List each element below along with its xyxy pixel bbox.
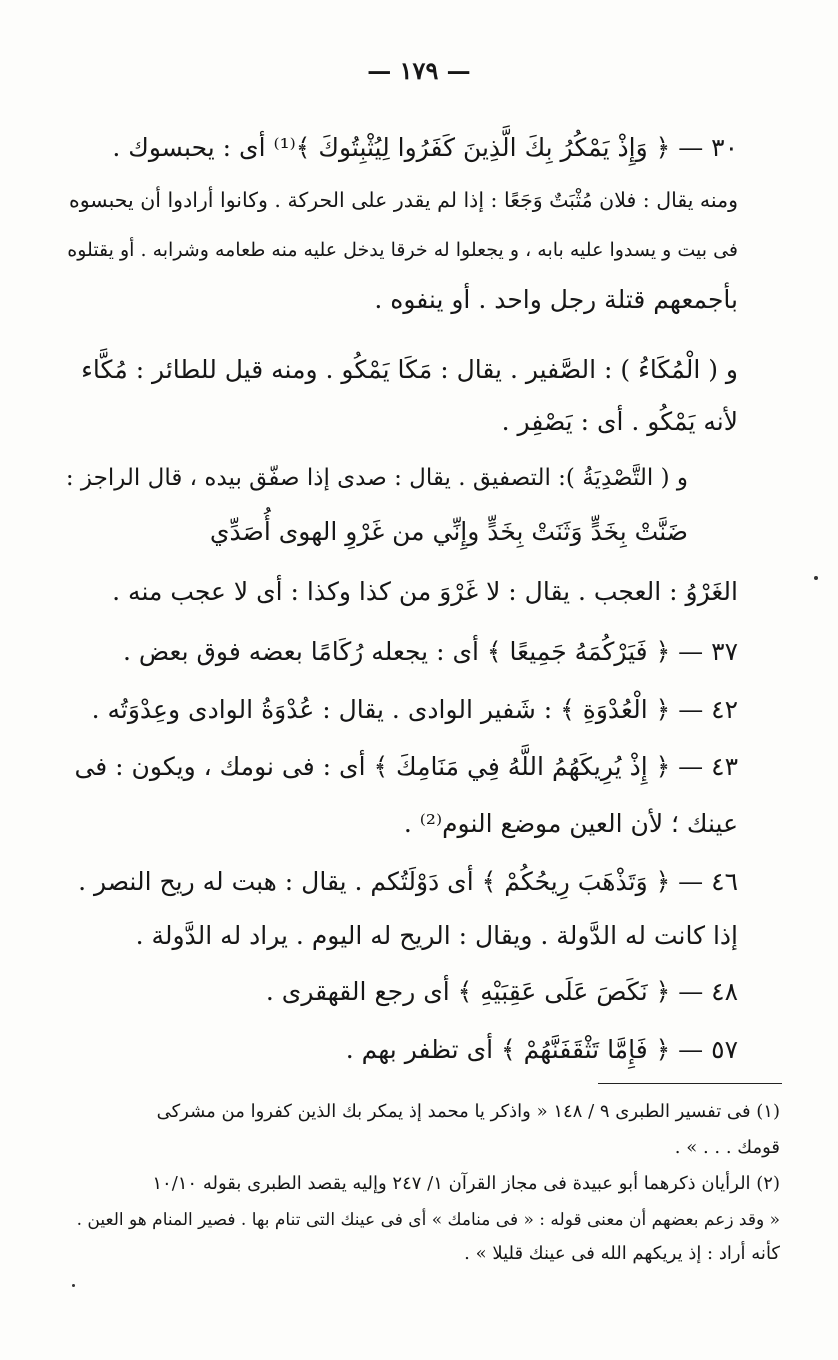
entry-30-line-2: ومنه يقال : فلان مُثْبَتٌ وَجَعًا : إذا لم يقدر على الحركة . وكانوا أرادوا أن يحبسوه: [68, 188, 738, 212]
entry-57: ٥٧ — ﴿ فَإِمَّا تَثْقَفَنَّهُمْ ﴾ أى تظفر بهم .: [345, 1035, 738, 1064]
entry-37: ٣٧ — ﴿ فَيَرْكُمَهُ جَمِيعًا ﴾ أى : يجعله رُكَامًا بعضه فوق بعض .: [123, 637, 738, 666]
tasdiya-line: و ( التَّصْدِيَةُ ): التصفيق . يقال : صدى إذا صفّق بيده ، قال الراجز :: [65, 465, 688, 491]
footnote-2-line-2: « وقد زعم بعضهم أن معنى قوله : « فى منامك » أى فى عينك التى تنام بها . فصير المنام هو العين .: [76, 1210, 780, 1230]
entry-30-line-1: ٣٠ — ﴿ وَإِذْ يَمْكُرُ بِكَ الَّذِينَ كَفَرُوا لِيُثْبِتُوكَ ﴾⁽¹⁾ أى : يحبسوك .: [112, 133, 738, 162]
footnote-divider: [598, 1083, 782, 1084]
mukaa-line-1: و ( الْمُكَاءُ ) : الصَّفير . يقال : مَكَا يَمْكُو . ومنه قيل للطائر : مُكَّاء: [81, 355, 738, 384]
footnote-1-line-1: (١) فى تفسير الطبرى ٩ / ١٤٨ « واذكر يا محمد إذ يمكر بك الذين كفروا من مشركى: [156, 1101, 780, 1122]
entry-43-line-1: ٤٣ — ﴿ إِذْ يُرِيكَهُمُ اللَّهُ فِي مَنَامِكَ ﴾ أى : فى نومك ، ويكون : فى: [74, 752, 738, 781]
entry-43-line-2: عينك ؛ لأن العين موضع النوم⁽²⁾ .: [403, 809, 738, 838]
entry-30-line-3: فى بيت و يسدوا عليه بابه ، و يجعلوا له خرقا يدخل عليه منه طعامه وشرابه . أو يقتلوه: [67, 239, 738, 261]
entry-46-line-1: ٤٦ — ﴿ وَتَذْهَبَ رِيحُكُمْ ﴾ أى دَوْلَتُكم . يقال : هبت له ريح النصر .: [78, 867, 738, 896]
scan-speck: [814, 576, 818, 580]
scan-speck: [72, 1284, 75, 1287]
footnote-2-line-1: (٢) الرأيان ذكرهما أبو عبيدة فى مجاز القرآن ١/ ٢٤٧ وإليه يقصد الطبرى بقوله ١٠/١٠: [152, 1173, 780, 1194]
footnote-1-line-2: قومك . . . » .: [674, 1137, 780, 1158]
entry-46-line-2: إذا كانت له الدَّولة . ويقال : الريح له اليوم . يراد له الدَّولة .: [135, 921, 738, 950]
verse-couplet: ضَنَّتْ بِخَدٍّ وَثَنَتْ بِخَدٍّ وإِنِّي من غَرْوِ الهوى أُصَدِّي: [209, 517, 688, 546]
gharw-line: الغَرْوُ : العجب . يقال : لا غَرْوَ من كذا وكذا : أى لا عجب منه .: [112, 577, 738, 606]
page-number: — ١٧٩ —: [367, 56, 471, 85]
mukaa-line-2: لأنه يَمْكُو . أى : يَصْفِر .: [501, 407, 738, 436]
entry-30-line-4: بأجمعهم قتلة رجل واحد . أو ينفوه .: [374, 285, 738, 314]
entry-42: ٤٢ — ﴿ الْعُدْوَةِ ﴾ : شَفير الوادى . يقال : عُدْوَةُ الوادى وعِدْوَتُه .: [91, 695, 738, 724]
entry-48: ٤٨ — ﴿ نَكَصَ عَلَى عَقِبَيْهِ ﴾ أى رجع القهقرى .: [265, 977, 738, 1006]
footnote-2-line-3: كأنه أراد : إذ يريكهم الله فى عينك قليلا » .: [464, 1243, 780, 1264]
